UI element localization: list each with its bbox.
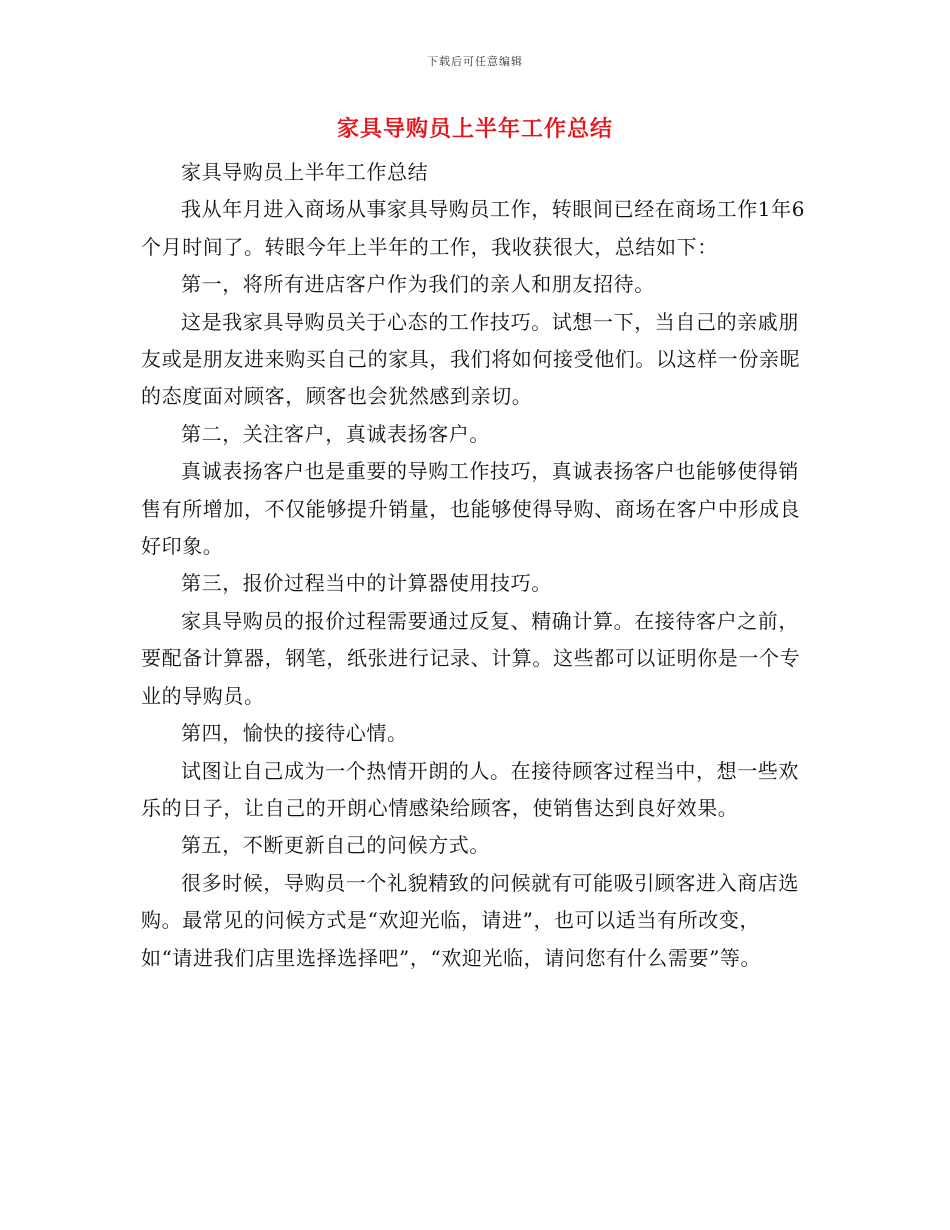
header-note: 下载后可任意编辑 xyxy=(427,55,523,68)
document-body xyxy=(141,154,809,977)
paragraph-point-1-heading: 第一，将所有进店客户作为我们的亲人和朋友招待。 xyxy=(181,272,655,297)
paragraph-point-5-heading: 第五，不断更新自己的问候方式。 xyxy=(181,833,490,858)
paragraph-point-2-body: 真诚表扬客户也是重要的导购工作技巧，真诚表扬客户也能够使得销售有所增加，不仅能够提升销量，也能够使得导购、商场在客户中形成良好印象。 xyxy=(141,459,801,559)
paragraph-point-4-heading: 第四，愉快的接待心情。 xyxy=(181,721,408,746)
paragraph-point-2-heading: 第二，关注客户，真诚表扬客户。 xyxy=(181,421,490,446)
paragraph-subtitle: 家具导购员上半年工作总结 xyxy=(181,160,429,184)
paragraph-point-3-heading: 第三，报价过程当中的计算器使用技巧。 xyxy=(181,571,552,596)
paragraph-point-1-body: 这是我家具导购员关于心态的工作技巧。试想一下，当自己的亲戚朋友或是朋友进来购买自己的家具，我们将如何接受他们。以这样一份亲昵的态度面对顾客，顾客也会犹然感到亲切。 xyxy=(141,309,801,409)
paragraph-point-4-body: 试图让自己成为一个热情开朗的人。在接待顾客过程当中，想一些欢乐的日子，让自己的开朗心情感染给顾客，使销售达到良好效果。 xyxy=(141,758,799,820)
document-title: 家具导购员上半年工作总结 xyxy=(336,117,613,142)
paragraph-intro: 我从年月进入商场从事家具导购员工作，转眼间已经在商场工作1年6个月时间了。转眼今年上半年的工作，我收获很大，总结如下： xyxy=(141,197,806,259)
paragraph-point-5-body: 很多时候，导购员一个礼貌精致的问候就有可能吸引顾客进入商店选购。最常见的问候方式是“欢迎光临，请进”，也可以适当有所改变，如“请进我们店里选择选择吧”，“欢迎光临，请问您有什么需要”等。 xyxy=(141,870,799,970)
paragraph-point-3-body: 家具导购员的报价过程需要通过反复、精确计算。在接待客户之前，要配备计算器，钢笔，纸张进行记录、计算。这些都可以证明你是一个专业的导购员。 xyxy=(141,608,801,708)
